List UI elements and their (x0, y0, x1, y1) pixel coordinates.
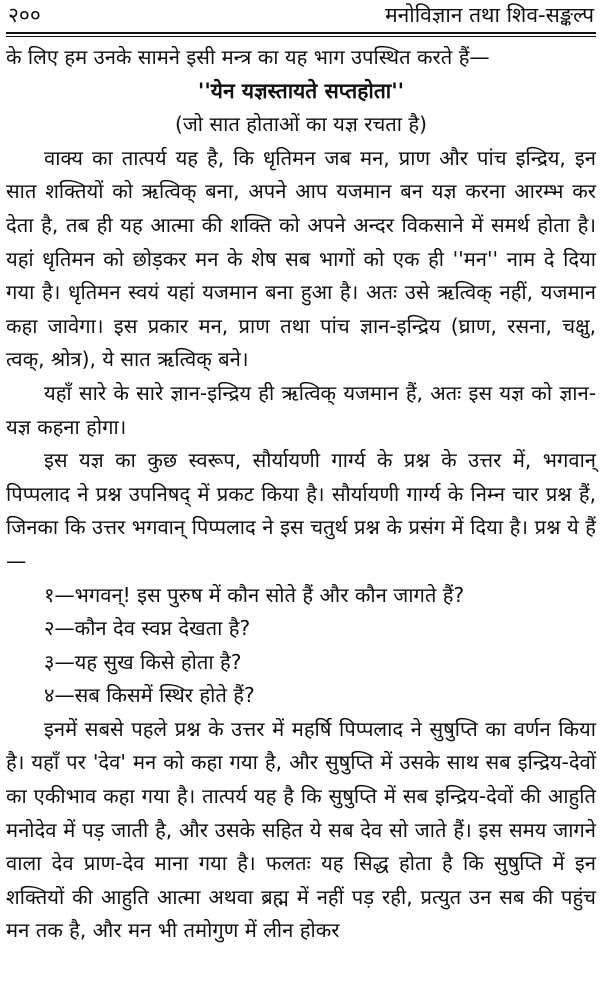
header-rule-thin (6, 36, 596, 37)
page-header (6, 0, 596, 30)
question-item: ३—यह सुख किसे होता है? (44, 649, 242, 674)
question-item: १—भगवन्! इस पुरुष में कौन सोते हैं और कौन जागते हैं? (44, 582, 465, 607)
question-item: ४—सब किसमें स्थिर होते हैं? (44, 683, 255, 708)
intro-paragraph: के लिए हम उनके सामने इसी मन्त्र का यह भाग उपस्थित करते हैं— (6, 45, 490, 69)
paragraph: यहाँ सारे के सारे ज्ञान-इन्द्रिय ही ऋत्विक् यजमान हैं, अतः इस यज्ञ को ज्ञान-यज्ञ कहना होगा। (6, 380, 596, 439)
paragraph: इनमें सबसे पहले प्रश्न के उत्तर में महर्षि पिप्पलाद ने सुषुप्ति का वर्णन किया है। यहाँ पर 'देव' मन को कहा गया है, और सुषुप्ति में उसके साथ सब इन्द्रिय-देवों का एकीभाव कहा गया है। तात्पर्य यह है कि सुषुप्ति में सब इन्द्रिय-देवों की आहुति मनोदेव में पड़ जाती है, और उसके सहित ये सब देव सो जाते हैं। इस समय जागने वाला देव प्राण-देव माना गया है। फलतः यह सिद्ध होता है कि सुषुप्ति में इन शक्तियों की आहुति आत्मा अथवा ब्रह्म में नहीं पड़ रही, प्रत्युत उन सब की पहुंच मन तक है, और मन भी तमोगुण में लीन होकर (6, 716, 596, 943)
running-title: मनोविज्ञान तथा शिव-सङ्कल्प (385, 3, 594, 27)
page-number: २०० (8, 3, 41, 27)
paragraph: वाक्य का तात्पर्य यह है, कि धृतिमन जब मन, प्राण और पांच इन्द्रिय, इन सात शक्तियों को ऋत्विक् बना, अपने आप यजमान बन यज्ञ करना आरम्भ कर देता है, तब ही यह आत्मा की शक्ति को अपने अन्दर विकसाने में समर्थ होता है। यहां धृतिमन को छोड़कर मन के शेष सब भागों को एक ही ''मन'' नाम दे दिया गया है। धृतिमन स्वयं यहां यजमान बना हुआ है। अतः उसे ऋत्विक् नहीं, यजमान कहा जावेगा। इस प्रकार मन, प्राण तथा पांच ज्ञान-इन्द्रिय (घ्राण, रसना, चक्षु, त्वक्, श्रोत्र), ये सात ऋत्विक् बने। (6, 145, 596, 372)
header-rule (6, 32, 596, 34)
mantra-line: ''येन यज्ञस्तायते सप्तहोता'' (197, 78, 405, 103)
question-item: २—कौन देव स्वप्न देखता है? (44, 616, 251, 641)
page-body (6, 41, 596, 948)
mantra-gloss: (जो सात होताओं का यज्ञ रचता है) (174, 112, 428, 137)
paragraph: इस यज्ञ का कुछ स्वरूप, सौर्यायणी गार्ग्य के प्रश्न के उत्तर में, भगवान् पिप्पलाद ने प्रश्न उपनिषद् में प्रकट किया है। सौर्यायणी गार्ग्य के निम्न चार प्रश्न हैं, जिनका कि उत्तर भगवान् पिप्पलाद ने इस चतुर्थ प्रश्न के प्रसंग में दिया है। प्रश्न ये हैं— (6, 448, 596, 573)
